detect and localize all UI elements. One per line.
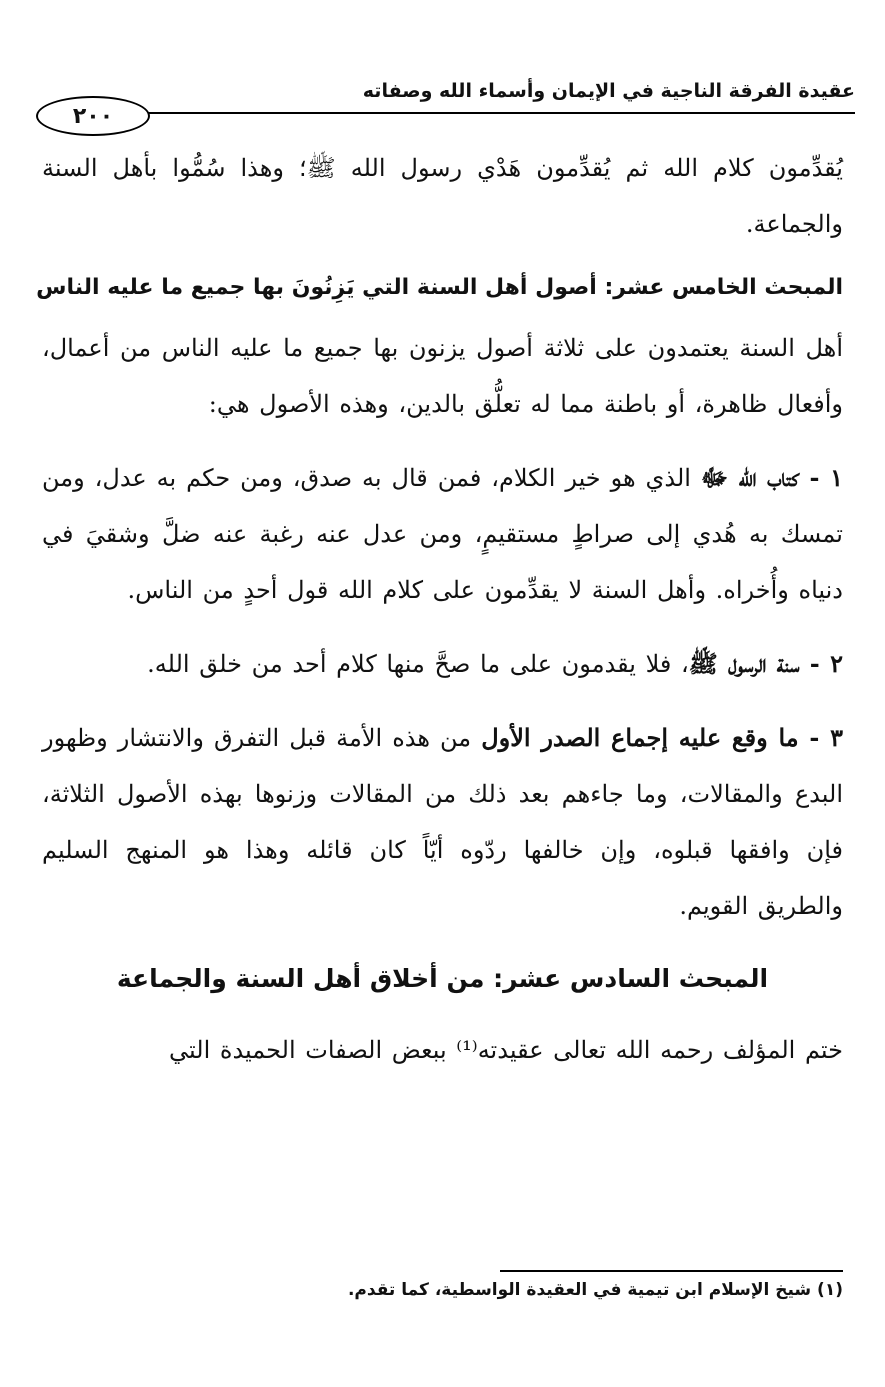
paragraph-principles: أهل السنة يعتمدون على ثلاثة أصول يزنون بها جميع ما عليه الناس من أعمال، وأفعال ظاهرة، أو باطنة مما له تعلُّق بالدين، وهذه الأصول هي:: [42, 334, 843, 418]
principle-3-text: من هذه الأمة قبل التفرق والانتشار وظهور البدع والمقالات، وما جاءهم بعد ذلك من المقالات وزنوها بهذه الأصول الثلاثة، فإن وافقها قبلوه، وإن خالفها ردّوه أيّاً كان قائله وهذا هو المنهج السليم والطريق القويم.: [42, 724, 843, 920]
page-body: [36, 140, 843, 1078]
footnote-rule: [500, 1270, 843, 1272]
principle-1-lead: ١ - كتاب الله ﷻ: [700, 463, 843, 492]
section-heading-16: المبحث السادس عشر: من أخلاق أهل السنة والجماعة: [116, 964, 769, 993]
principle-2-text: ، فلا يقدمون على ما صحَّ منها كلام أحد من خلق الله.: [147, 650, 689, 678]
principle-3-lead: ٣ - ما وقع عليه إجماع الصدر الأول: [481, 723, 843, 752]
principle-3: [42, 710, 843, 934]
principle-2: [42, 636, 843, 692]
header-rule: [131, 112, 855, 114]
running-title: عقيدة الفرقة الناجية في الإيمان وأسماء الله وصفاته: [362, 80, 855, 102]
principle-1: [42, 450, 843, 618]
paragraph-closing: ختم المؤلف رحمه الله تعالى عقيدته⁽¹⁾ ببعض الصفات الحميدة التي: [169, 1036, 843, 1064]
page-number: ٢٠٠: [36, 96, 150, 136]
footnote: (١) شيخ الإسلام ابن تيمية في العقيدة الواسطية، كما تقدم.: [347, 1280, 843, 1300]
principle-1-text: الذي هو خير الكلام، فمن قال به صدق، ومن حكم به عدل، ومن تمسك به هُدي إلى صراطٍ مستقيمٍ، ومن عدل عنه رغبة عنه ضلَّ وشقيَ في دنياه وأُخراه. وأهل السنة لا يقدِّمون على كلام الله قول أحدٍ من الناس.: [42, 464, 843, 604]
paragraph-intro: يُقدِّمون كلام الله ثم يُقدِّمون هَدْي رسول الله ﷺ؛ وهذا سُمُّوا بأهل السنة والجماعة.: [42, 154, 843, 238]
section-heading-15: المبحث الخامس عشر: أصول أهل السنة التي يَزِنُونَ بها جميع ما عليه الناس: [36, 275, 843, 300]
principle-2-lead: ٢ - سنة الرسول ﷺ: [688, 649, 843, 678]
page-header: [36, 70, 855, 132]
